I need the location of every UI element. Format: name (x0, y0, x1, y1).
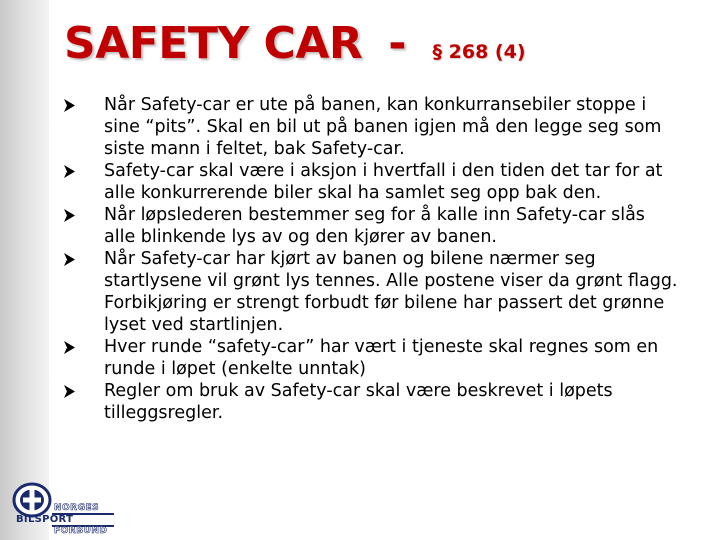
arrow-bullet-icon (64, 209, 75, 222)
left-gradient-band (0, 0, 49, 540)
bullet-line: Når Safety-car har kjørt av banen og bilene nærmer seg (104, 249, 596, 269)
arrow-bullet-icon (64, 165, 75, 178)
bullet-line: lyset ved startlinjen. (104, 315, 284, 335)
logo-forbund: FORBUND (54, 526, 108, 536)
bullet-line: Hver runde “safety-car” har vært i tjeneste skal regnes som en (104, 337, 659, 357)
bullet-line: runde i løpet (enkelte unntak) (104, 359, 366, 379)
bullet-line: startlysene vil grønt lys tennes. Alle postene viser da grønt flagg. (104, 271, 678, 291)
bullet-line: tilleggsregler. (104, 403, 224, 423)
bullet-item (64, 204, 704, 248)
bullet-line: Regler om bruk av Safety-car skal være beskrevet i løpets (104, 381, 613, 401)
arrow-bullet-icon (64, 253, 75, 266)
title-reference: § 268 (4) (432, 41, 526, 63)
bullet-line: siste mann i feltet, bak Safety-car. (104, 139, 405, 159)
logo-bilsport: BILSPORT (16, 514, 74, 525)
title-dash: - (388, 18, 407, 69)
slide-title (64, 18, 526, 78)
nbf-logo (8, 482, 114, 538)
bullet-item (64, 160, 704, 204)
bullet-item (64, 248, 704, 336)
bullet-item (64, 336, 704, 380)
title-main: SAFETY CAR (64, 18, 363, 69)
nbf-emblem-icon (12, 482, 52, 518)
bullet-line: alle blinkende lys av og den kjører av banen. (104, 227, 497, 247)
bullet-line: sine “pits”. Skal en bil ut på banen igjen må den legge seg som (104, 117, 662, 137)
bullet-item (64, 380, 704, 424)
arrow-bullet-icon (64, 385, 75, 398)
bullet-line: alle konkurrerende biler skal ha samlet seg opp bak den. (104, 183, 602, 203)
bullet-list (64, 94, 704, 424)
bullet-line: Safety-car skal være i aksjon i hvertfall i den tiden det tar for at (104, 161, 663, 181)
bullet-line: Når løpslederen bestemmer seg for å kalle inn Safety-car slås (104, 205, 645, 225)
arrow-bullet-icon (64, 341, 75, 354)
bullet-item (64, 94, 704, 160)
arrow-bullet-icon (64, 99, 75, 112)
bullet-line: Forbikjøring er strengt forbudt før bilene har passert det grønne (104, 293, 665, 313)
bullet-line: Når Safety-car er ute på banen, kan konkurransebiler stoppe i (104, 95, 647, 115)
logo-norges: NORGES (54, 503, 100, 513)
